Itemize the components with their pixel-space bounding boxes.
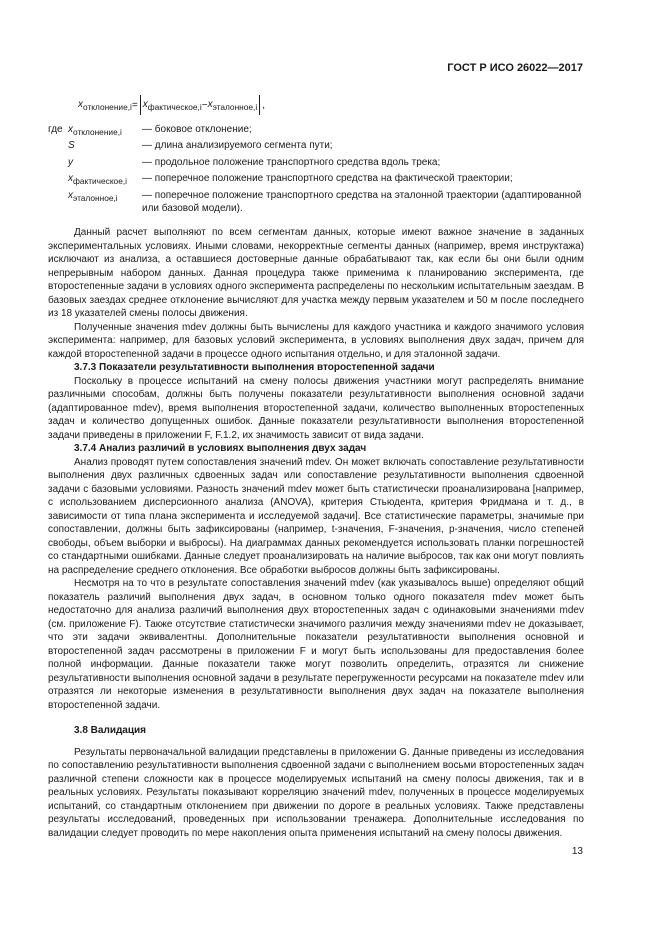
formula-tail: , [262, 99, 265, 111]
abs-bar-right [259, 95, 260, 115]
definition-text: — боковое отклонение; [142, 124, 252, 135]
definition-symbol: y [68, 156, 73, 168]
paragraph: Данный расчет выполняют по всем сегментам данных, которые имеют важное значение в заданных экспериментальных условиях. Иными словами, некорректные сегменты данных (например, время инструктажа) исключают из анализа, а оставшиеся достоверные данные обрабатывают так, как если бы они были одним непрерывным набором данных. Данная процедура также применима к планированию эксперимента, где второстепенные задачи в условиях одного эксперимента распределены по нескольким испытательным заездам. В базовых заездах среднее отклонение вычисляют для участка между первым указателем и 50 м после последнего из 18 указателей смены полосы движения. [48, 227, 584, 319]
page-number: 13 [571, 846, 583, 857]
formula-minus: − [201, 99, 208, 111]
definitions-lead: где [48, 124, 63, 135]
definition-symbol: $x_{эталонное,i}$ [68, 189, 118, 203]
paragraph: Полученные значения mdev должны быть вычислены для каждого участника и каждого значимого условия эксперимента: например, для базовых условий эксперимента, в условиях выполнения двух задач, причем для каждой второстепенной задачи в процессе одного испытания отдельно, и для эталонной задачи. [48, 321, 584, 360]
definition-text: — длина анализируемого сегмента пути; [142, 140, 333, 152]
definition-row [48, 123, 588, 139]
formula-rhs-b: $x_{эталонное,i}$ [207, 98, 258, 112]
abs-bar-left [140, 95, 141, 115]
section-heading: 3.8 Валидация [74, 725, 147, 736]
paragraph: Поскольку в процессе испытаний на смену полосы движения участники могут распределять внимание различными способам, должны быть получены показатели результативности выполнения основной задачи (адаптированное mdev), время выполнения второстепенной задачи, количество выполненных второстепенных задач и количество допущенных ошибок. Данные показатели результативности выполнения второстепенной задачи приведены в приложении F, F.1.2, их значимость зависит от вида задачи. [48, 375, 584, 441]
section-heading: 3.7.4 Анализ различий в условиях выполнения двух задач [74, 443, 367, 454]
definition-row [48, 156, 588, 172]
definition-text: — продольное положение транспортного средства вдоль трека; [142, 156, 441, 168]
definition-text: — поперечное положение транспортного средства на эталонной траектории (адаптированной или базовой модели). [142, 189, 582, 215]
paragraph: Несмотря на то что в результате сопоставления значений mdev (как указывалось выше) определяют общий показатель различий выполнения двух задач, в основном только одного показателя mdev может быть недостаточно для анализа различий выполнения двух второстепенных задач с одинаковыми значениями mdev (см. приложение F). Также отсутствие статистически значимого различия между значениями mdev не доказывает, что эти задачи эквивалентны. Дополнительные показатели результативности выполнения основной и второстепенной задач рассмотрены в приложении F и могут быть использованы для предоставления более полной информации. Данные показатели также могут позволить определить, отразятся ли снижение результативности выполнения основной задачи в результате перегруженности ресурсами на показателе mdev или отразятся ли некоторые изменения в результативности выполнения двух задач на показателе выполнения второстепенной задачи. [48, 578, 584, 711]
paragraph: Анализ проводят путем сопоставления значений mdev. Он может включать сопоставление результативности выполнения двух различных сдвоенных задач или сопоставление результативности выполнения сдвоенной задачи с базовыми условиями. Разность значений mdev может быть статистически проанализирована [например, с использованием дисперсионного анализа (ANOVA), критерия Стьюдента, критерия Фридмана и т. д., в зависимости от типа плана эксперимента и исследуемой задачи]. Все статистические параметры, значимые при сопоставлении, должны быть зафиксированы (например, t-значения, F-значения, p-значения, число степеней свободы, объем выборки и выбросы). На диаграммах данных рекомендуется использовать планки погрешностей со стандартными ошибками. Данные следует проанализировать на наличие выбросов, так как они могут повлиять на распределение среднего отклонения. Все обработки выбросов должны быть зафиксированы. [48, 456, 584, 576]
definition-row [48, 172, 588, 188]
definition-text: — поперечное положение транспортного средства на фактической траектории; [142, 173, 513, 185]
formula-lhs: $x_{отклонение,i}$ [78, 98, 132, 112]
deviation-formula [78, 95, 265, 115]
definition-symbol: $x_{фактическое,i}$ [68, 173, 127, 187]
formula-equals: = [131, 99, 138, 111]
definition-row [48, 139, 588, 155]
body-text [48, 226, 584, 840]
definition-symbol: $x_{отклонение,i}$ [68, 124, 122, 137]
definition-symbol: S [68, 140, 75, 152]
section-heading: 3.7.3 Показатели результативности выполнения второстепенной задачи [74, 362, 435, 373]
definitions-list [48, 123, 588, 215]
definition-row [48, 189, 588, 216]
paragraph: Результаты первоначальной валидации представлены в приложении G. Данные приведены из исследования по сопоставлению результативности выполнения сдвоенной задачи с выполнением восьми второстепенных задач различной степени сложности как в процессе моделируемых испытаний на смену полосы движения, так и в реальных условиях. Результаты показывают корреляцию значений mdev, полученных в процессе моделируемых испытаний, со стандартным отклонением при движении по дороге в реальных условиях. Также представлены результаты исследований, проведенных при использовании тренажера. Дополнительные исследования по валидации следует проводить по мере накопления опыта применения испытаний на смену полосы движения. [48, 746, 584, 839]
formula-rhs-a: $x_{фактическое,i}$ [142, 98, 202, 112]
standard-header: ГОСТ Р ИСО 26022—2017 [447, 62, 583, 74]
